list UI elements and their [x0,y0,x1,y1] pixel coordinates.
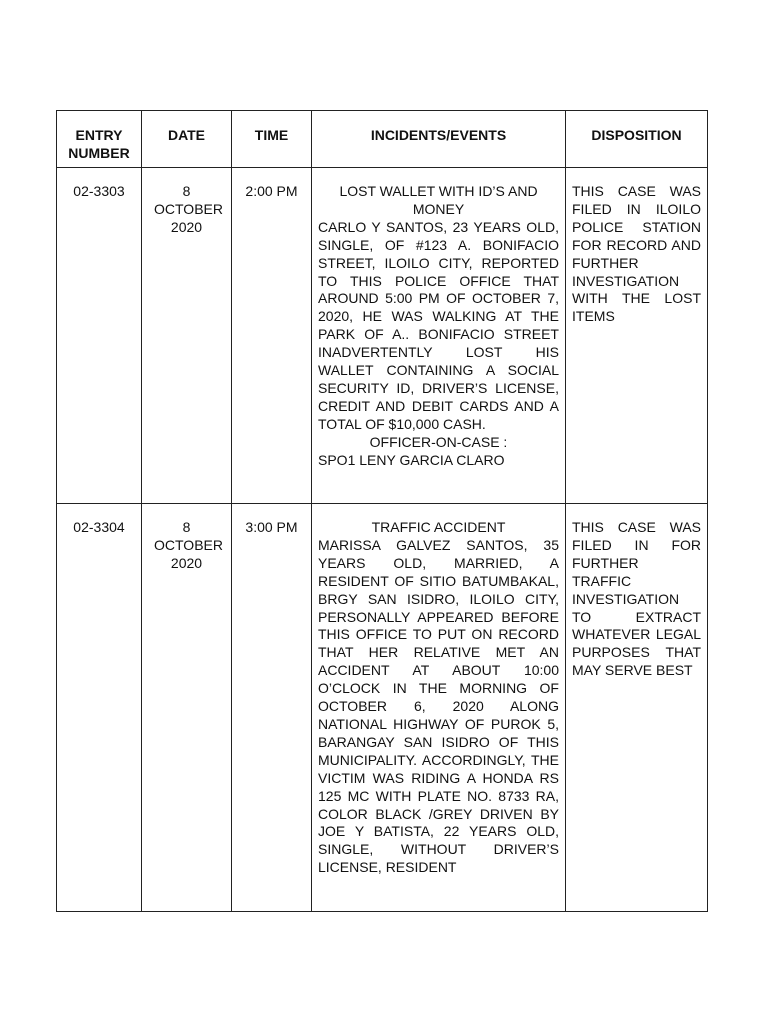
date-text: 8 OCTOBER 2020 [154,183,223,235]
header-time: TIME [232,111,312,168]
table-row [57,504,708,912]
officer-name: SPO1 LENY GARCIA CLARO [318,451,505,468]
disposition-text: THIS CASE WAS FILED IN ILOILO POLICE STATION FOR RECORD AND FURTHER INVESTIGATION WITH THE LOST ITEMS [572,183,701,325]
time-cell: 3:00 PM [232,504,312,912]
header-date: DATE [142,111,232,168]
police-blotter-table [56,110,708,912]
table-row [57,168,708,504]
header-disposition: DISPOSITION [566,111,708,168]
date-cell [142,504,232,912]
entry-number-cell: 02-3304 [57,504,142,912]
header-incidents: INCIDENTS/EVENTS [312,111,566,168]
header-row [57,111,708,168]
time-cell: 2:00 PM [232,168,312,504]
incident-title: TRAFFIC ACCIDENT [371,519,506,535]
incident-cell [312,504,566,912]
incident-content-clip [318,519,559,909]
incident-description: MARISSA GALVEZ SANTOS, 35 YEARS OLD, MARRIED, A RESIDENT OF SITIO BATUMBAKAL, BRGY SAN ISIDRO, ILOILO CITY, PERSONALLY APPEARED BEFORE THIS OFFICE TO PUT ON RECORD THAT HER RELATIVE MET AN ACCIDENT AT ABOUT 10:00 O’CLOCK IN THE MORNING OF OCTOBER 6, 2020 ALONG NATIONAL HIGHWAY OF PUROK 5, BARANGAY SAN ISIDRO OF THIS MUNICIPALITY. ACCORDINGLY, THE VICTIM WAS RIDING A HONDA RS 125 MC WITH PLATE NO. 8733 RA, COLOR BLACK /GREY DRIVEN BY JOE Y BATISTA, 22 YEARS OLD, SINGLE, WITHOUT DRIVER’S LICENSE, RESIDENT [318,536,559,876]
date-text: 8 OCTOBER 2020 [154,519,223,571]
incident-description: CARLO Y SANTOS, 23 YEARS OLD, SINGLE, OF #123 A. BONIFACIO STREET, ILOILO CITY, REPORTED TO THIS POLICE OFFICE THAT AROUND 5:00 PM OF OCTOBER 7, 2020, HE WAS WALKING AT THE PARK OF A.. BONIFACIO STREET INADVERTENTLY LOST HIS WALLET CONTAINING A SOCIAL SECURITY ID, DRIVER’S LICENSE, CREDIT AND DEBIT CARDS AND A TOTAL OF $10,000 CASH. [318,218,559,432]
date-cell [142,168,232,504]
officer-label: OFFICER-ON-CASE : [369,433,508,450]
disposition-cell [566,504,708,912]
incident-title: LOST WALLET WITH ID’S AND MONEY [339,183,538,217]
header-entry-number: ENTRY NUMBER [57,111,142,168]
entry-number-cell: 02-3303 [57,168,142,504]
incident-cell [312,168,566,504]
disposition-cell [566,168,708,504]
disposition-text: THIS CASE WAS FILED IN FOR FURTHER TRAFFIC INVESTIGATION TO EXTRACT WHATEVER LEGAL PURPOSES THAT MAY SERVE BEST [572,519,701,679]
